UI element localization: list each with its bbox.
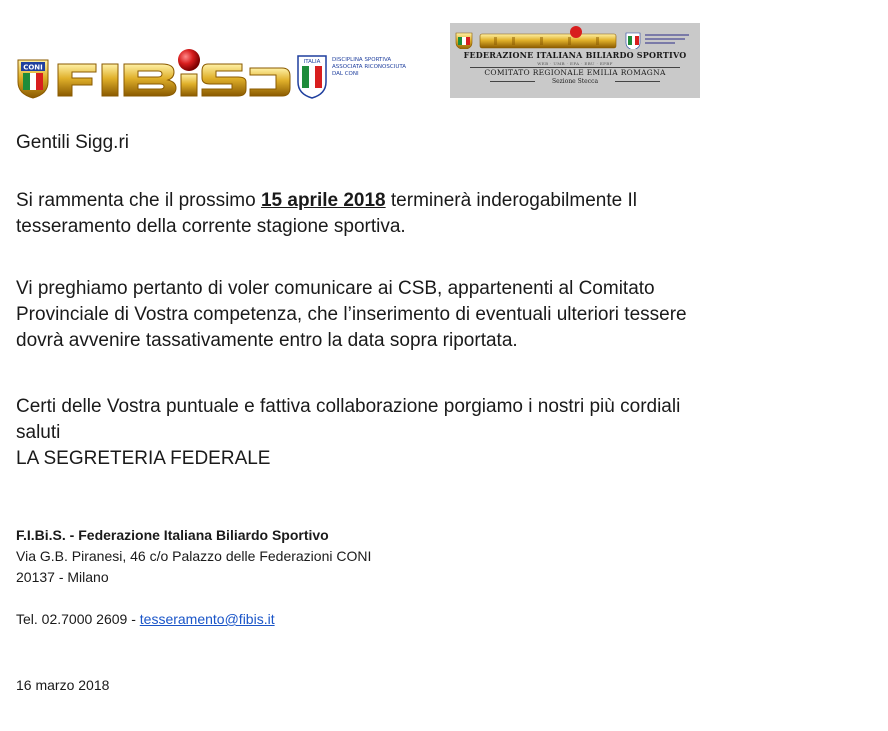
letter-date: 16 marzo 2018 (16, 677, 110, 693)
letter-request-paragraph (16, 276, 687, 354)
header-divider-right (615, 81, 660, 82)
svg-text:DAL CONI: DAL CONI (332, 71, 359, 77)
request-line-3: dovrà avvenire tassativamente entro la data sopra riportata. (16, 330, 518, 351)
signature: LA SEGRETERIA FEDERALE (16, 448, 271, 469)
footer-address: Via G.B. Piranesi, 46 c/o Palazzo delle Federazioni CONI (16, 548, 372, 564)
request-line-1: Vi preghiamo pertanto di voler comunicare ai CSB, appartenenti al Comitato (16, 278, 655, 299)
footer-organization: F.I.Bi.S. - Federazione Italiana Biliardo Sportivo (16, 527, 329, 543)
fibis-wordmark (58, 64, 290, 96)
committee-affiliations: WEB · UMB · EPA · EBU · EPBF (537, 61, 613, 66)
committee-name: COMITATO REGIONALE EMILIA ROMAGNA (484, 68, 666, 77)
request-line-2: Provinciale di Vostra competenza, che l’inserimento di eventuali ulteriori tessere (16, 304, 687, 325)
committee-federation-title: FEDERAZIONE ITALIANA BILIARDO SPORTIVO (463, 50, 687, 60)
fibis-wordmark-small (480, 34, 616, 48)
letter-reminder-paragraph (16, 188, 637, 240)
svg-text:ASSOCIATA RICONOSCIUTA: ASSOCIATA RICONOSCIUTA (332, 64, 407, 70)
red-ball-small-icon (570, 26, 582, 38)
footer-contact (16, 609, 275, 630)
fibis-logo (14, 48, 414, 100)
footer-phone: Tel. 02.7000 2609 - (16, 611, 140, 627)
letter-greeting: Gentili Sigg.ri (16, 132, 129, 153)
deadline-date: 15 aprile 2018 (260, 190, 386, 211)
svg-text:ITALIA: ITALIA (303, 59, 321, 65)
italia-badge-icon (298, 56, 326, 98)
red-ball-icon (178, 49, 200, 71)
reminder-line-2: tesseramento della corrente stagione sportiva. (16, 216, 406, 237)
footer-city: 20137 - Milano (16, 569, 109, 585)
committee-section: Sezione Stecca (551, 78, 599, 85)
svg-text:DISCIPLINA SPORTIVA: DISCIPLINA SPORTIVA (332, 57, 392, 63)
letter-closing-paragraph (16, 394, 680, 472)
closing-line-2: saluti (16, 422, 61, 443)
regional-committee-logo (450, 23, 700, 98)
closing-line-1: Certi delle Vostra puntuale e fattiva collaborazione porgiamo i nostri più cordiali (16, 396, 681, 417)
svg-text:CONI: CONI (23, 63, 43, 72)
coni-badge-icon (18, 60, 48, 98)
recognition-text (332, 57, 406, 77)
email-link[interactable]: tesseramento@fibis.it (139, 611, 275, 627)
reminder-line-1: Si rammenta che il prossimo 15 aprile 2018 terminerà inderogabilmente Il (16, 190, 637, 211)
